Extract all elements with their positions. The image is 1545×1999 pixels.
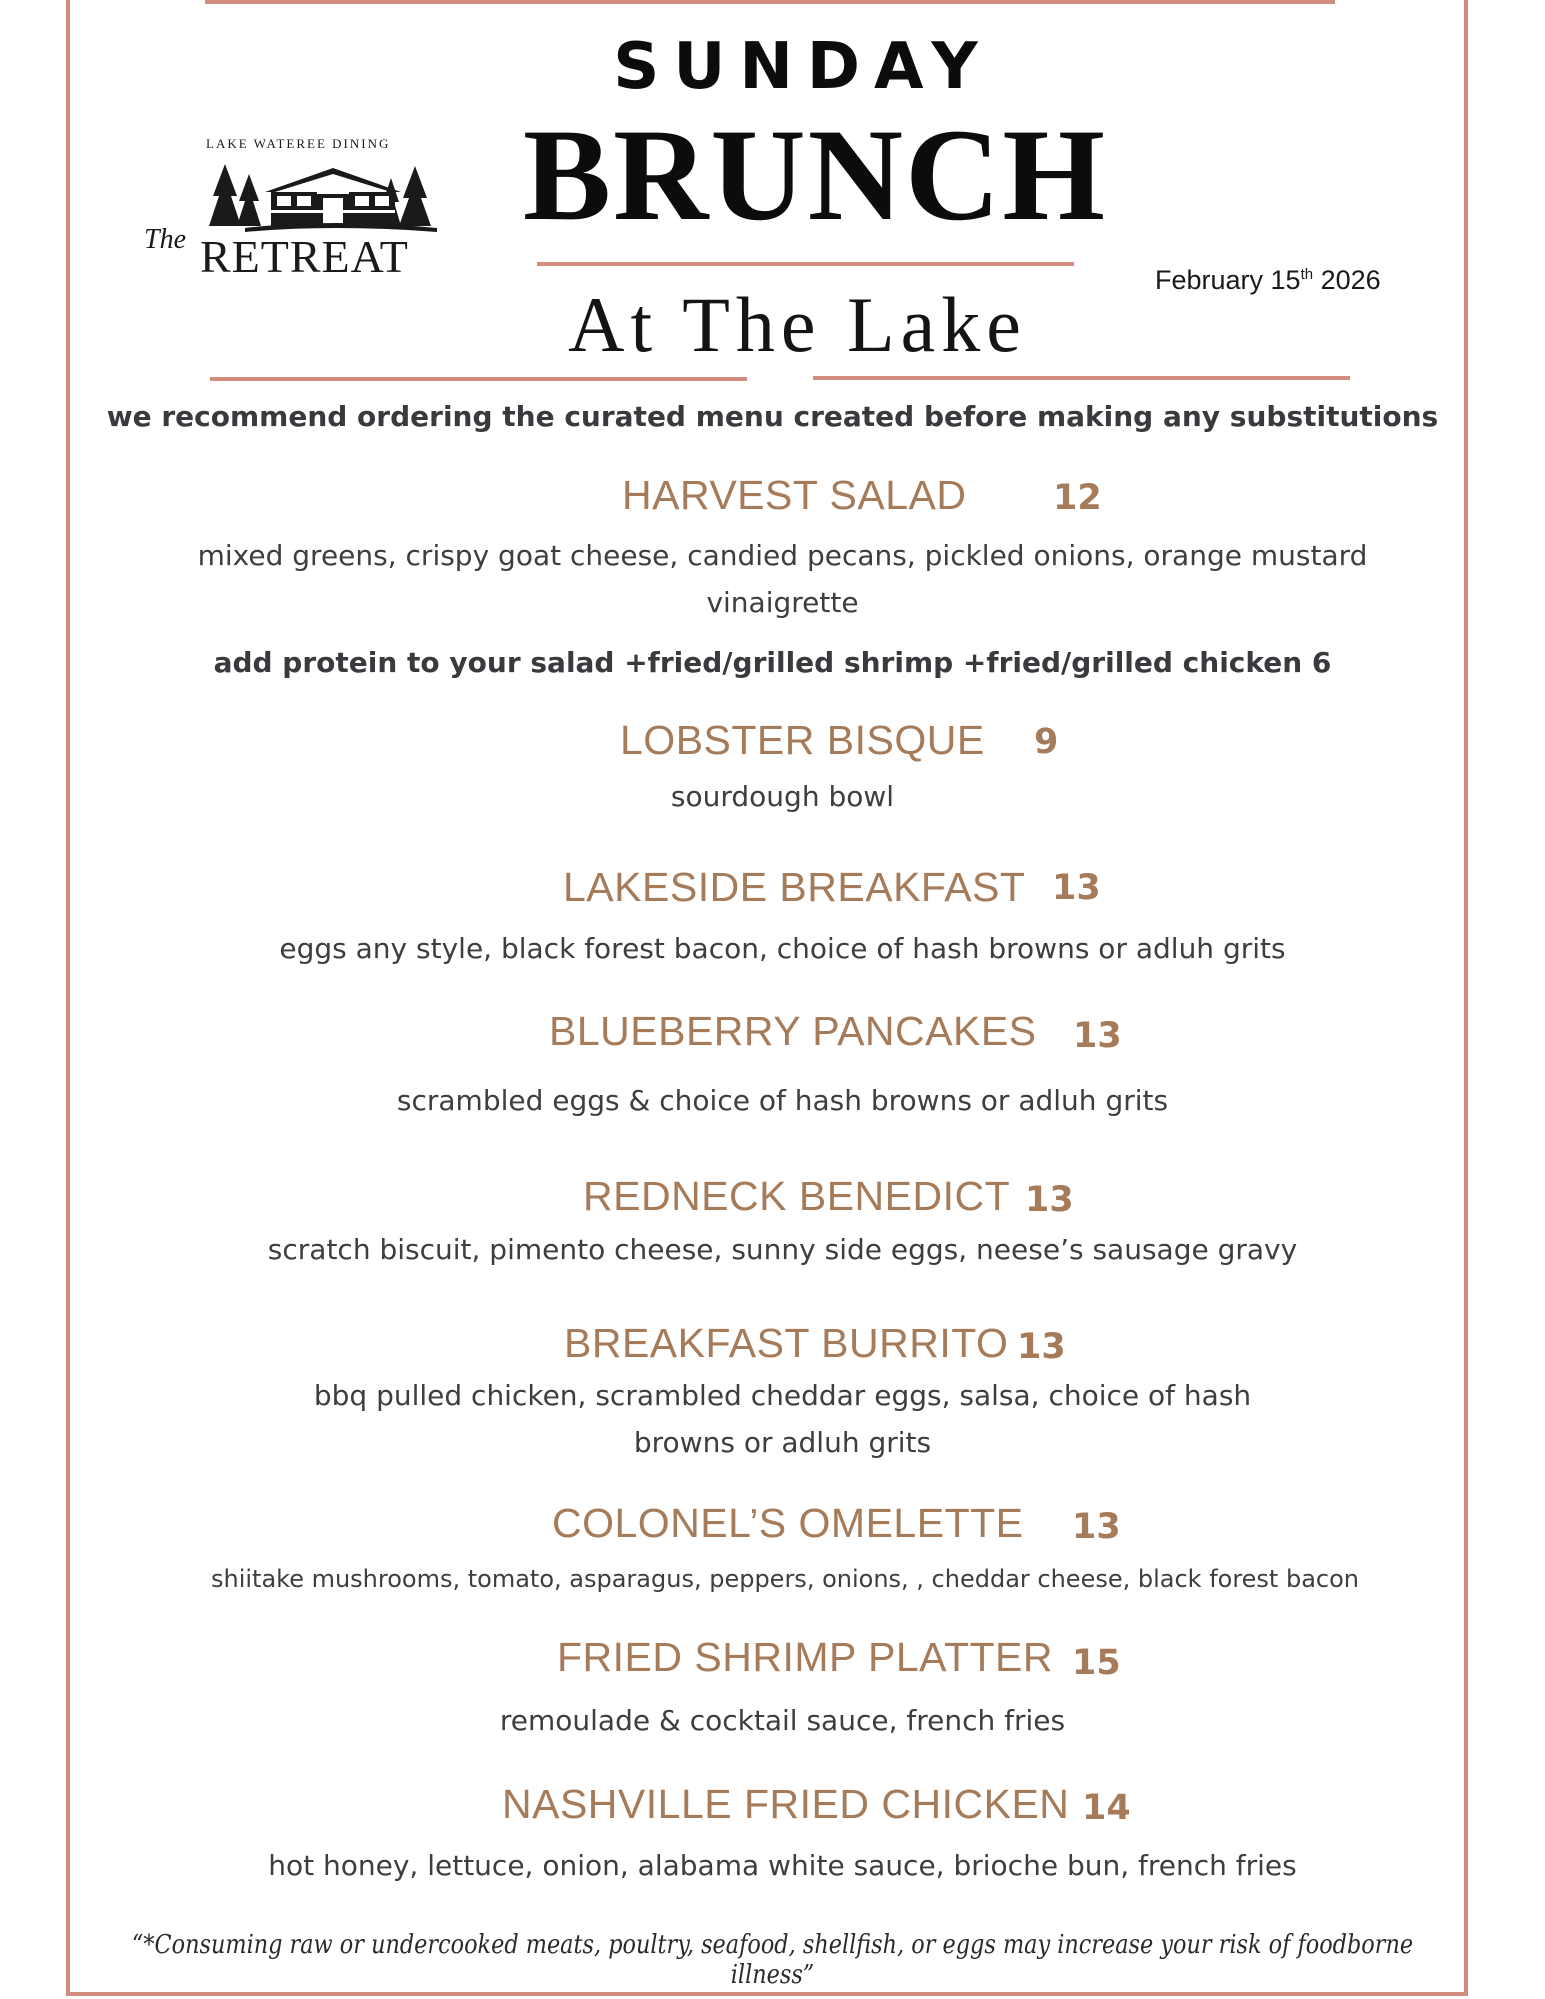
subtitle-divider-right: [813, 376, 1350, 380]
item-price-breakfast-burrito: 13: [1017, 1327, 1066, 1367]
logo-the: The: [144, 224, 186, 255]
item-name-harvest-salad: HARVEST SALAD: [622, 472, 967, 518]
item-price-lobster-bisque: 9: [1034, 722, 1059, 762]
item-price-colonels-omelette: 13: [1072, 1507, 1121, 1547]
item-desc-blueberry-pancakes: scrambled eggs & choice of hash browns or adluh grits: [396, 1084, 1169, 1117]
item-desc-nashville-fried-chicken: hot honey, lettuce, onion, alabama white sauce, brioche bun, french fries: [268, 1849, 1297, 1882]
item-name-lobster-bisque: LOBSTER BISQUE: [620, 717, 985, 763]
subtitle-at-the-lake: At The Lake: [568, 281, 1027, 368]
title-divider: [537, 262, 1074, 266]
salad-protein-addon: add protein to your salad +fried/grilled shrimp +fried/grilled chicken 6: [213, 646, 1332, 679]
title-sunday: SUNDAY: [613, 30, 992, 104]
title-brunch: BRUNCH: [522, 101, 1108, 248]
item-desc-lakeside-breakfast: eggs any style, black forest bacon, choice of hash browns or adluh grits: [279, 932, 1286, 965]
item-desc-redneck-benedict: scratch biscuit, pimento cheese, sunny side eggs, neese’s sausage gravy: [267, 1233, 1298, 1266]
item-name-lakeside-breakfast: LAKESIDE BREAKFAST: [563, 864, 1026, 910]
recommendation-note: we recommend ordering the curated menu created before making any substitutions: [106, 400, 1439, 433]
item-price-redneck-benedict: 13: [1025, 1180, 1074, 1220]
top-border-line: [205, 0, 1335, 4]
item-desc-harvest-salad: mixed greens, crispy goat cheese, candied pecans, pickled onions, orange mustard vinaigrette: [197, 539, 1368, 619]
item-name-breakfast-burrito: BREAKFAST BURRITO: [564, 1320, 1009, 1366]
logo-name: RETREAT: [200, 231, 409, 282]
item-name-redneck-benedict: REDNECK BENEDICT: [583, 1173, 1011, 1219]
item-price-fried-shrimp-platter: 15: [1072, 1643, 1121, 1683]
item-desc-fried-shrimp-platter: remoulade & cocktail sauce, french fries: [499, 1704, 1066, 1737]
subtitle-divider-left: [210, 377, 747, 381]
item-price-harvest-salad: 12: [1053, 478, 1102, 518]
food-safety-disclaimer: “*Consuming raw or undercooked meats, poultry, seafood, shellfish, or eggs may increase your risk of foodborne illness”: [131, 1930, 1414, 1990]
item-name-colonels-omelette: COLONEL’S OMELETTE: [552, 1500, 1024, 1546]
item-name-fried-shrimp-platter: FRIED SHRIMP PLATTER: [557, 1634, 1053, 1680]
item-name-nashville-fried-chicken: NASHVILLE FRIED CHICKEN: [502, 1781, 1070, 1827]
logo-tagline: LAKE WATEREE DINING: [206, 136, 391, 151]
item-desc-colonels-omelette: shiitake mushrooms, tomato, asparagus, peppers, onions, , cheddar cheese, black forest bacon: [210, 1565, 1359, 1593]
item-price-lakeside-breakfast: 13: [1052, 868, 1101, 908]
item-desc-lobster-bisque: sourdough bowl: [670, 780, 895, 813]
item-price-blueberry-pancakes: 13: [1073, 1016, 1122, 1056]
item-name-blueberry-pancakes: BLUEBERRY PANCAKES: [549, 1008, 1037, 1054]
menu-date: February 15th 2026: [1155, 265, 1381, 295]
item-price-nashville-fried-chicken: 14: [1082, 1788, 1131, 1828]
item-desc-breakfast-burrito: bbq pulled chicken, scrambled cheddar eggs, salsa, choice of hash browns or adluh grits: [313, 1379, 1252, 1459]
